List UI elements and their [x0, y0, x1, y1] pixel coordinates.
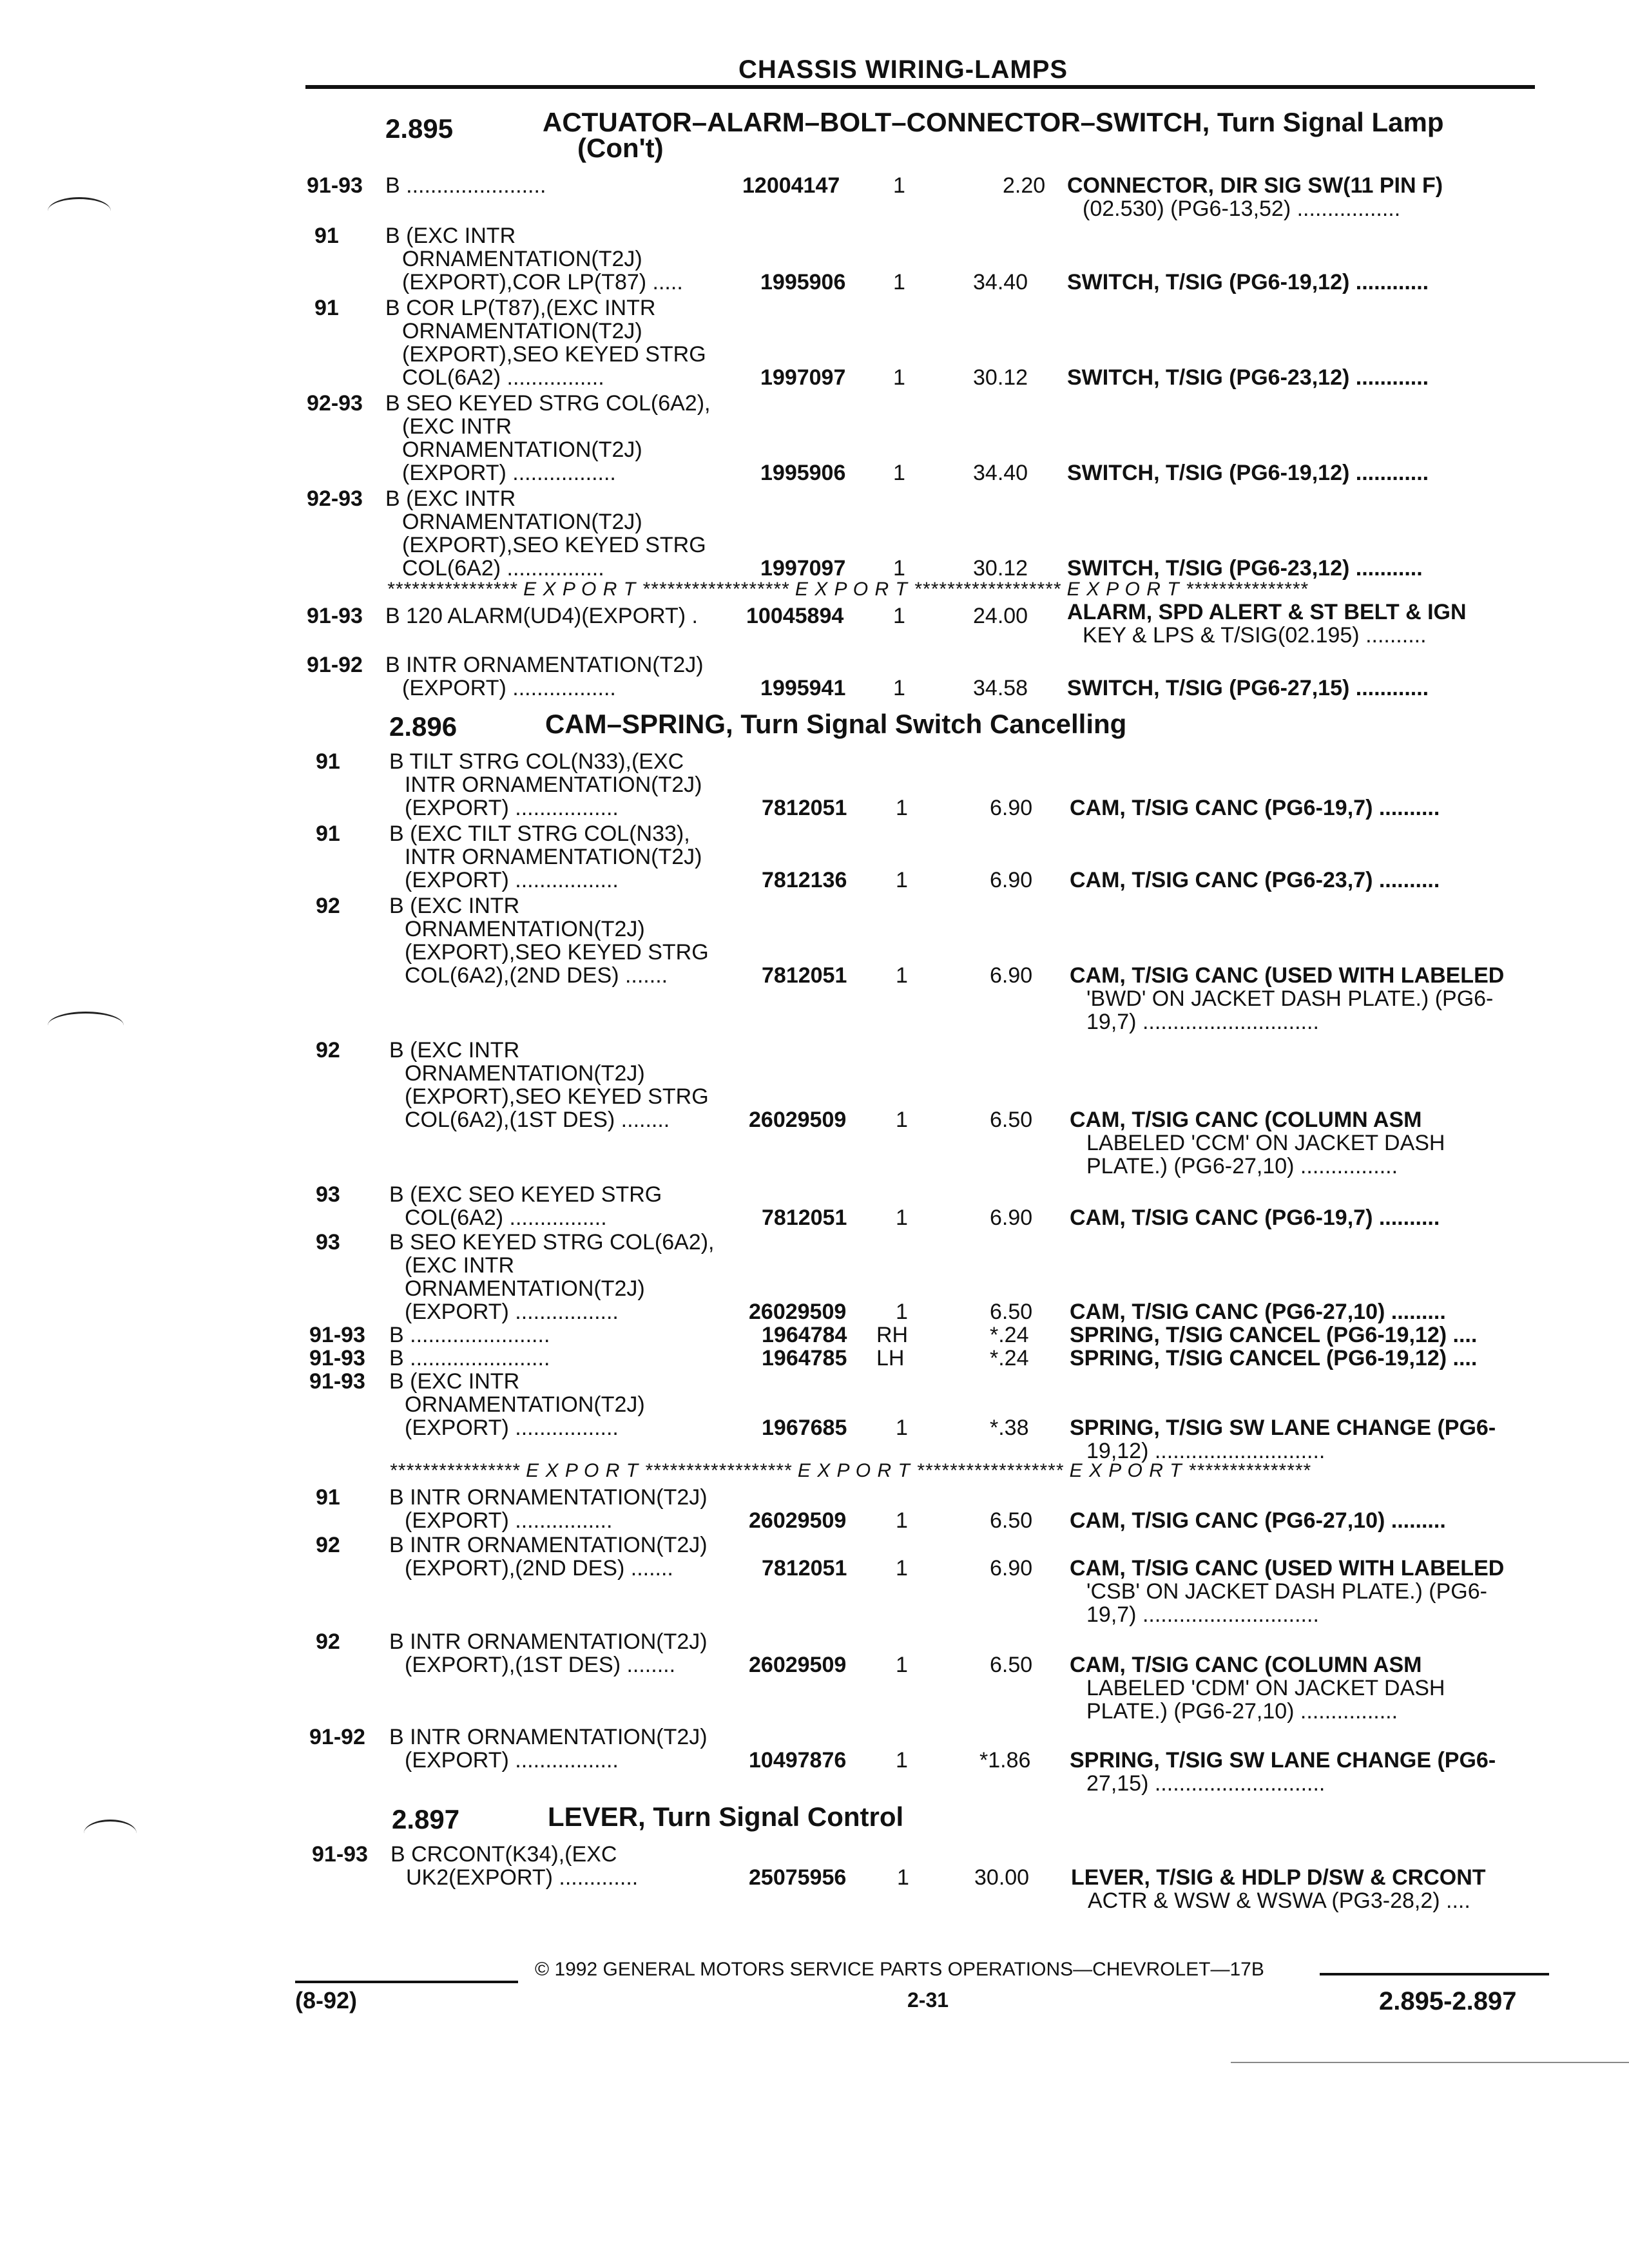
entry-qty: 1	[893, 556, 905, 581]
entry-desc: SWITCH, T/SIG (PG6-27,15) ............	[1067, 676, 1429, 700]
entry-usage: (EXPORT),SEO KEYED STRG	[402, 533, 706, 557]
entry-usage: B (EXC INTR	[385, 486, 516, 511]
entry-qty: 1	[893, 676, 905, 700]
entry-year: 91	[316, 749, 340, 774]
entry-year: 91-93	[312, 1842, 368, 1867]
entry-price: 30.12	[973, 556, 1028, 581]
entry-part-number: 1995906	[760, 270, 846, 294]
margin-mark	[48, 1012, 124, 1039]
entry-price: 34.40	[973, 270, 1028, 294]
section-number: 2.896	[389, 711, 458, 742]
entry-usage: (EXPORT),SEO KEYED STRG	[405, 940, 709, 965]
entry-usage: (EXPORT) .................	[405, 1748, 619, 1773]
entry-price: *.38	[990, 1416, 1029, 1440]
entry-usage: B CRCONT(K34),(EXC	[390, 1842, 617, 1867]
section-title-cont: (Con't)	[577, 133, 664, 163]
entry-usage: ORNAMENTATION(T2J)	[405, 1276, 645, 1301]
entry-usage: (EXPORT) .................	[405, 1416, 619, 1440]
entry-qty: 1	[896, 796, 908, 820]
entry-price: *.24	[990, 1346, 1029, 1370]
entry-usage: (EXC INTR	[402, 414, 512, 439]
margin-mark	[84, 1820, 137, 1847]
entry-price: 6.50	[990, 1300, 1033, 1324]
entry-year: 92	[316, 1629, 340, 1654]
entry-qty: 1	[896, 868, 908, 892]
export-separator: **************** E X P O R T ****************** E X P O R T ****************** E X P O R T ***************	[389, 1460, 1311, 1481]
entry-qty: 1	[896, 1748, 908, 1773]
entry-desc: SWITCH, T/SIG (PG6-19,12) ............	[1067, 270, 1429, 294]
entry-part-number: 7812051	[762, 1556, 847, 1581]
entry-usage: B SEO KEYED STRG COL(6A2),	[389, 1230, 715, 1254]
entry-year: 91	[314, 224, 339, 248]
header-rule	[305, 85, 1535, 89]
entry-part-number: 1964784	[762, 1323, 847, 1347]
entry-desc: LABELED 'CCM' ON JACKET DASH	[1086, 1131, 1445, 1155]
entry-desc: CAM, T/SIG CANC (USED WITH LABELED	[1070, 963, 1505, 988]
entry-year: 91-93	[309, 1323, 365, 1347]
entry-qty: 1	[893, 270, 905, 294]
footer-page-number: 2-31	[907, 1988, 949, 2012]
entry-desc: (02.530) (PG6-13,52) .................	[1083, 197, 1401, 221]
entry-qty: 1	[896, 963, 908, 988]
entry-qty: RH	[876, 1323, 909, 1347]
entry-desc: CAM, T/SIG CANC (PG6-27,10) .........	[1070, 1508, 1446, 1533]
entry-price: 30.12	[973, 365, 1028, 390]
entry-desc: SPRING, T/SIG CANCEL (PG6-19,12) ....	[1070, 1346, 1478, 1370]
entry-part-number: 26029509	[749, 1508, 847, 1533]
footer-date: (8-92)	[295, 1987, 358, 2013]
entry-price: 34.58	[973, 676, 1028, 700]
entry-part-number: 1995906	[760, 461, 846, 485]
section-title: CAM–SPRING, Turn Signal Switch Cancelling	[545, 709, 1127, 739]
entry-desc: LABELED 'CDM' ON JACKET DASH	[1086, 1676, 1445, 1700]
entry-part-number: 7812136	[762, 868, 847, 892]
entry-qty: 1	[896, 1653, 908, 1677]
entry-part-number: 7812051	[762, 796, 847, 820]
entry-usage: COL(6A2) ................	[405, 1206, 607, 1230]
entry-year: 92-93	[307, 391, 363, 416]
entry-usage: COL(6A2),(2ND DES) .......	[405, 963, 668, 988]
footer-range: 2.895-2.897	[1379, 1987, 1517, 2015]
entry-price: 6.90	[990, 963, 1033, 988]
entry-usage: B SEO KEYED STRG COL(6A2),	[385, 391, 711, 416]
entry-usage: (EXPORT),(1ST DES) ........	[405, 1653, 676, 1677]
entry-desc: CONNECTOR, DIR SIG SW(11 PIN F)	[1067, 173, 1443, 198]
entry-year: 91-92	[307, 653, 363, 677]
entry-usage: UK2(EXPORT) .............	[406, 1865, 639, 1890]
entry-desc: 19,12) ............................	[1086, 1439, 1325, 1463]
entry-usage: COL(6A2) ................	[402, 556, 604, 581]
entry-usage: (EXPORT) .................	[402, 461, 616, 485]
entry-qty: LH	[876, 1346, 905, 1370]
entry-price: 34.40	[973, 461, 1028, 485]
entry-desc: PLATE.) (PG6-27,10) ................	[1086, 1699, 1398, 1724]
entry-price: 24.00	[973, 604, 1028, 628]
entry-part-number: 1967685	[762, 1416, 847, 1440]
entry-part-number: 1964785	[762, 1346, 847, 1370]
entry-price: 6.50	[990, 1108, 1033, 1132]
entry-usage: B INTR ORNAMENTATION(T2J)	[385, 653, 704, 677]
entry-desc: SWITCH, T/SIG (PG6-23,12) ...........	[1067, 556, 1423, 581]
entry-usage: COL(6A2),(1ST DES) ........	[405, 1108, 670, 1132]
entry-part-number: 7812051	[762, 1206, 847, 1230]
entry-qty: 1	[896, 1206, 908, 1230]
entry-qty: 1	[897, 1865, 909, 1890]
entry-year: 93	[316, 1230, 340, 1254]
entry-usage: B INTR ORNAMENTATION(T2J)	[389, 1533, 708, 1557]
entry-part-number: 1997097	[760, 556, 846, 581]
entry-desc: 27,15) ............................	[1086, 1771, 1325, 1796]
entry-usage: B 120 ALARM(UD4)(EXPORT) .	[385, 604, 698, 628]
section-number: 2.895	[385, 113, 454, 144]
entry-part-number: 25075956	[749, 1865, 847, 1890]
entry-qty: 1	[896, 1508, 908, 1533]
footer-copyright: © 1992 GENERAL MOTORS SERVICE PARTS OPERATIONS—CHEVROLET—17B	[535, 1959, 1264, 1980]
entry-desc: KEY & LPS & T/SIG(02.195) ..........	[1083, 623, 1427, 648]
entry-qty: 1	[896, 1300, 908, 1324]
entry-usage: (EXPORT) .................	[402, 676, 616, 700]
entry-part-number: 26029509	[749, 1300, 847, 1324]
entry-usage: B INTR ORNAMENTATION(T2J)	[389, 1629, 708, 1654]
entry-usage: ORNAMENTATION(T2J)	[402, 510, 642, 534]
entry-usage: B (EXC SEO KEYED STRG	[389, 1182, 662, 1207]
entry-desc: CAM, T/SIG CANC (PG6-23,7) ..........	[1070, 868, 1440, 892]
entry-desc: 'BWD' ON JACKET DASH PLATE.) (PG6-	[1086, 986, 1494, 1011]
entry-part-number: 1997097	[760, 365, 846, 390]
entry-desc: SPRING, T/SIG CANCEL (PG6-19,12) ....	[1070, 1323, 1478, 1347]
entry-usage: ORNAMENTATION(T2J)	[405, 917, 645, 941]
entry-desc: SWITCH, T/SIG (PG6-23,12) ............	[1067, 365, 1429, 390]
entry-year: 91	[316, 1485, 340, 1510]
export-separator: **************** E X P O R T ****************** E X P O R T ****************** E X P O R T ***************	[387, 579, 1308, 600]
entry-qty: 1	[893, 461, 905, 485]
section-title: ACTUATOR–ALARM–BOLT–CONNECTOR–SWITCH, Turn Signal Lamp	[543, 107, 1444, 137]
entry-usage: ORNAMENTATION(T2J)	[405, 1061, 645, 1086]
entry-year: 91-93	[307, 604, 363, 628]
entry-year: 92	[316, 894, 340, 918]
entry-qty: 1	[893, 604, 905, 628]
entry-usage: ORNAMENTATION(T2J)	[402, 437, 642, 462]
entry-price: 6.90	[990, 796, 1033, 820]
entry-desc: CAM, T/SIG CANC (PG6-19,7) ..........	[1070, 1206, 1440, 1230]
entry-usage: (EXC INTR	[405, 1253, 514, 1278]
entry-part-number: 12004147	[742, 173, 840, 198]
entry-usage: (EXPORT) .................	[405, 796, 619, 820]
entry-year: 91-93	[307, 173, 363, 198]
entry-year: 92	[316, 1533, 340, 1557]
entry-desc: 'CSB' ON JACKET DASH PLATE.) (PG6-	[1086, 1579, 1487, 1604]
entry-usage: B (EXC INTR	[385, 224, 516, 248]
entry-desc: CAM, T/SIG CANC (PG6-19,7) ..........	[1070, 796, 1440, 820]
footer-rule-right	[1320, 1973, 1549, 1975]
entry-usage: B .......................	[385, 173, 546, 198]
entry-price: 30.00	[974, 1865, 1030, 1890]
page-title: CHASSIS WIRING-LAMPS	[738, 55, 1068, 84]
entry-desc: ALARM, SPD ALERT & ST BELT & IGN	[1067, 600, 1467, 624]
entry-price: 6.90	[990, 1206, 1033, 1230]
entry-desc: CAM, T/SIG CANC (PG6-27,10) .........	[1070, 1300, 1446, 1324]
entry-usage: B INTR ORNAMENTATION(T2J)	[389, 1485, 708, 1510]
entry-qty: 1	[896, 1556, 908, 1581]
entry-usage: (EXPORT) .................	[405, 1300, 619, 1324]
entry-usage: B (EXC INTR	[389, 1369, 520, 1394]
entry-year: 92	[316, 1038, 340, 1062]
section-title: LEVER, Turn Signal Control	[548, 1802, 904, 1832]
entry-desc: CAM, T/SIG CANC (COLUMN ASM	[1070, 1653, 1422, 1677]
entry-part-number: 1995941	[760, 676, 846, 700]
entry-usage: B (EXC INTR	[389, 1038, 520, 1062]
entry-desc: SPRING, T/SIG SW LANE CHANGE (PG6-	[1070, 1416, 1496, 1440]
entry-desc: SPRING, T/SIG SW LANE CHANGE (PG6-	[1070, 1748, 1496, 1773]
entry-usage: B .......................	[389, 1323, 550, 1347]
entry-usage: B COR LP(T87),(EXC INTR	[385, 296, 656, 320]
entry-usage: (EXPORT) ................	[405, 1508, 613, 1533]
entry-usage: B INTR ORNAMENTATION(T2J)	[389, 1725, 708, 1749]
entry-usage: ORNAMENTATION(T2J)	[402, 319, 642, 343]
entry-year: 91-93	[309, 1369, 365, 1394]
margin-mark	[48, 197, 111, 225]
entry-desc: LEVER, T/SIG & HDLP D/SW & CRCONT	[1071, 1865, 1486, 1890]
entry-desc: 19,7) .............................	[1086, 1602, 1319, 1627]
entry-usage: ORNAMENTATION(T2J)	[405, 1392, 645, 1417]
entry-usage: INTR ORNAMENTATION(T2J)	[405, 845, 702, 869]
entry-qty: 1	[893, 173, 905, 198]
entry-qty: 1	[896, 1108, 908, 1132]
entry-price: 6.90	[990, 1556, 1033, 1581]
footer-rule-left	[295, 1981, 518, 1983]
entry-desc: PLATE.) (PG6-27,10) ................	[1086, 1154, 1398, 1178]
entry-desc: CAM, T/SIG CANC (USED WITH LABELED	[1070, 1556, 1505, 1581]
entry-usage: (EXPORT),COR LP(T87) .....	[402, 270, 683, 294]
entry-usage: (EXPORT),SEO KEYED STRG	[402, 342, 706, 367]
entry-desc: CAM, T/SIG CANC (COLUMN ASM	[1070, 1108, 1422, 1132]
entry-desc: ACTR & WSW & WSWA (PG3-28,2) ....	[1088, 1888, 1470, 1913]
entry-usage: B .......................	[389, 1346, 550, 1370]
entry-price: 6.50	[990, 1653, 1033, 1677]
section-number: 2.897	[392, 1804, 460, 1834]
entry-part-number: 10497876	[749, 1748, 847, 1773]
entry-desc: SWITCH, T/SIG (PG6-19,12) ............	[1067, 461, 1429, 485]
entry-part-number: 26029509	[749, 1653, 847, 1677]
entry-year: 91	[314, 296, 339, 320]
entry-qty: 1	[896, 1416, 908, 1440]
entry-part-number: 10045894	[746, 604, 844, 628]
entry-price: *1.86	[979, 1748, 1031, 1773]
entry-usage: B TILT STRG COL(N33),(EXC	[389, 749, 684, 774]
scan-rule-bottom	[1231, 2062, 1629, 2063]
entry-year: 92-93	[307, 486, 363, 511]
entry-usage: (EXPORT),(2ND DES) .......	[405, 1556, 673, 1581]
entry-price: 6.90	[990, 868, 1033, 892]
entry-price: 2.20	[1003, 173, 1046, 198]
entry-desc: 19,7) .............................	[1086, 1010, 1319, 1034]
entry-price: *.24	[990, 1323, 1029, 1347]
entry-year: 91-93	[309, 1346, 365, 1370]
entry-usage: INTR ORNAMENTATION(T2J)	[405, 773, 702, 797]
entry-year: 91	[316, 822, 340, 846]
entry-qty: 1	[893, 365, 905, 390]
entry-usage: (EXPORT) .................	[405, 868, 619, 892]
entry-part-number: 26029509	[749, 1108, 847, 1132]
entry-usage: ORNAMENTATION(T2J)	[402, 247, 642, 271]
entry-part-number: 7812051	[762, 963, 847, 988]
entry-price: 6.50	[990, 1508, 1033, 1533]
entry-usage: B (EXC INTR	[389, 894, 520, 918]
entry-year: 93	[316, 1182, 340, 1207]
entry-usage: (EXPORT),SEO KEYED STRG	[405, 1084, 709, 1109]
entry-year: 91-92	[309, 1725, 365, 1749]
entry-usage: COL(6A2) ................	[402, 365, 604, 390]
entry-usage: B (EXC TILT STRG COL(N33),	[389, 822, 690, 846]
